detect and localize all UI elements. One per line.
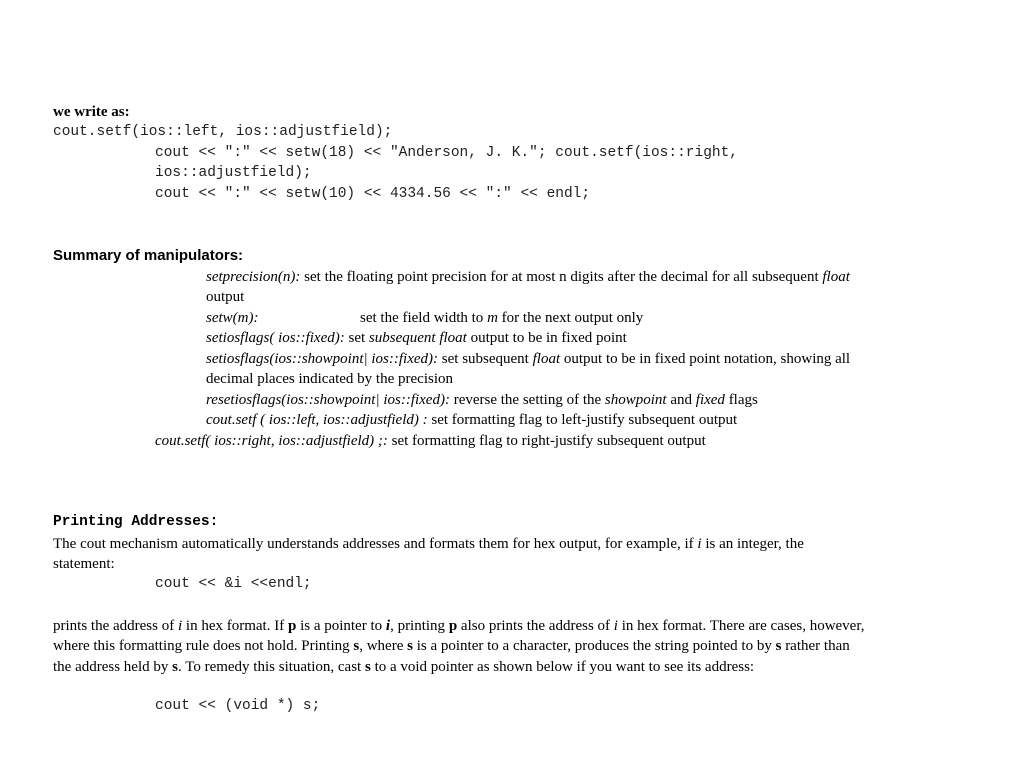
manipulators-heading: Summary of manipulators: [53,247,244,264]
code-line-3: ios::adjustfield); [155,165,312,181]
addresses-para1-line2: statement: [53,556,115,572]
manip-setw-desc: set the field width to m for the next output only [360,310,644,326]
manip-setprecision-name: setprecision(n): [206,269,301,285]
code-line-4: cout << ":" << setw(10) << 4334.56 << ":" << endl; [155,186,591,202]
manip-setprecision: setprecision(n): set the floating point precision for at most n digits after the decimal for all subsequent float [206,269,850,285]
manip-resetiosflags: resetiosflags(ios::showpoint| ios::fixed): reverse the setting of the showpoint and fixed flags [206,392,758,408]
addresses-code2: cout << (void *) s; [155,698,321,714]
manip-setf-left-name: cout.setf ( ios::left, ios::adjustfield) : [206,412,428,428]
manip-setw [206,308,259,328]
manip-resetiosflags-name: resetiosflags(ios::showpoint| ios::fixed): [206,392,450,408]
addresses-code1: cout << &i <<endl; [155,576,312,592]
addresses-para1-line1: The cout mechanism automatically understands addresses and formats them for hex output, for example, if i is an integer, the [53,536,804,552]
manip-setiosflags-showpoint: setiosflags(ios::showpoint| ios::fixed): set subsequent float output to be in fixed point notation, showing all [206,351,851,367]
addresses-para2-line2: where this formatting rule does not hold. Printing s, where s is a pointer to a character, produces the string pointed to by s rather than [53,638,850,654]
manip-setiosflags-showpoint-name: setiosflags(ios::showpoint| ios::fixed): [206,351,439,367]
addresses-para2-line3: the address held by s. To remedy this situation, cast s to a void pointer as shown below if you want to see its address: [53,659,755,675]
addresses-heading: Printing Addresses: [53,514,219,530]
code-line-2: cout << ":" << setw(18) << "Anderson, J. K."; cout.setf(ios::right, [155,145,738,161]
manip-setiosflags-fixed-name: setiosflags( ios::fixed): [206,330,345,346]
manip-setw-name: setw(m): [206,310,259,326]
manip-setiosflags-showpoint-cont: decimal places indicated by the precision [206,371,453,387]
manip-setiosflags-fixed: setiosflags( ios::fixed): set subsequent float output to be in fixed point [206,330,627,346]
addresses-para2-line1: prints the address of i in hex format. If p is a pointer to i, printing p also prints the address of i in hex format. There are cases, however, [53,618,865,634]
manip-setprecision-cont: output [206,289,245,305]
manip-setf-left: cout.setf ( ios::left, ios::adjustfield) : set formatting flag to left-justify subsequent output [206,412,738,428]
manip-setf-right-name: cout.setf( ios::right, ios::adjustfield) ;: [155,433,388,449]
code-line-1: cout.setf(ios::left, ios::adjustfield); [53,124,393,140]
manip-setf-right: cout.setf( ios::right, ios::adjustfield) ;: set formatting flag to right-justify subsequent output [155,433,706,449]
setf-heading: we write as: [53,104,130,120]
